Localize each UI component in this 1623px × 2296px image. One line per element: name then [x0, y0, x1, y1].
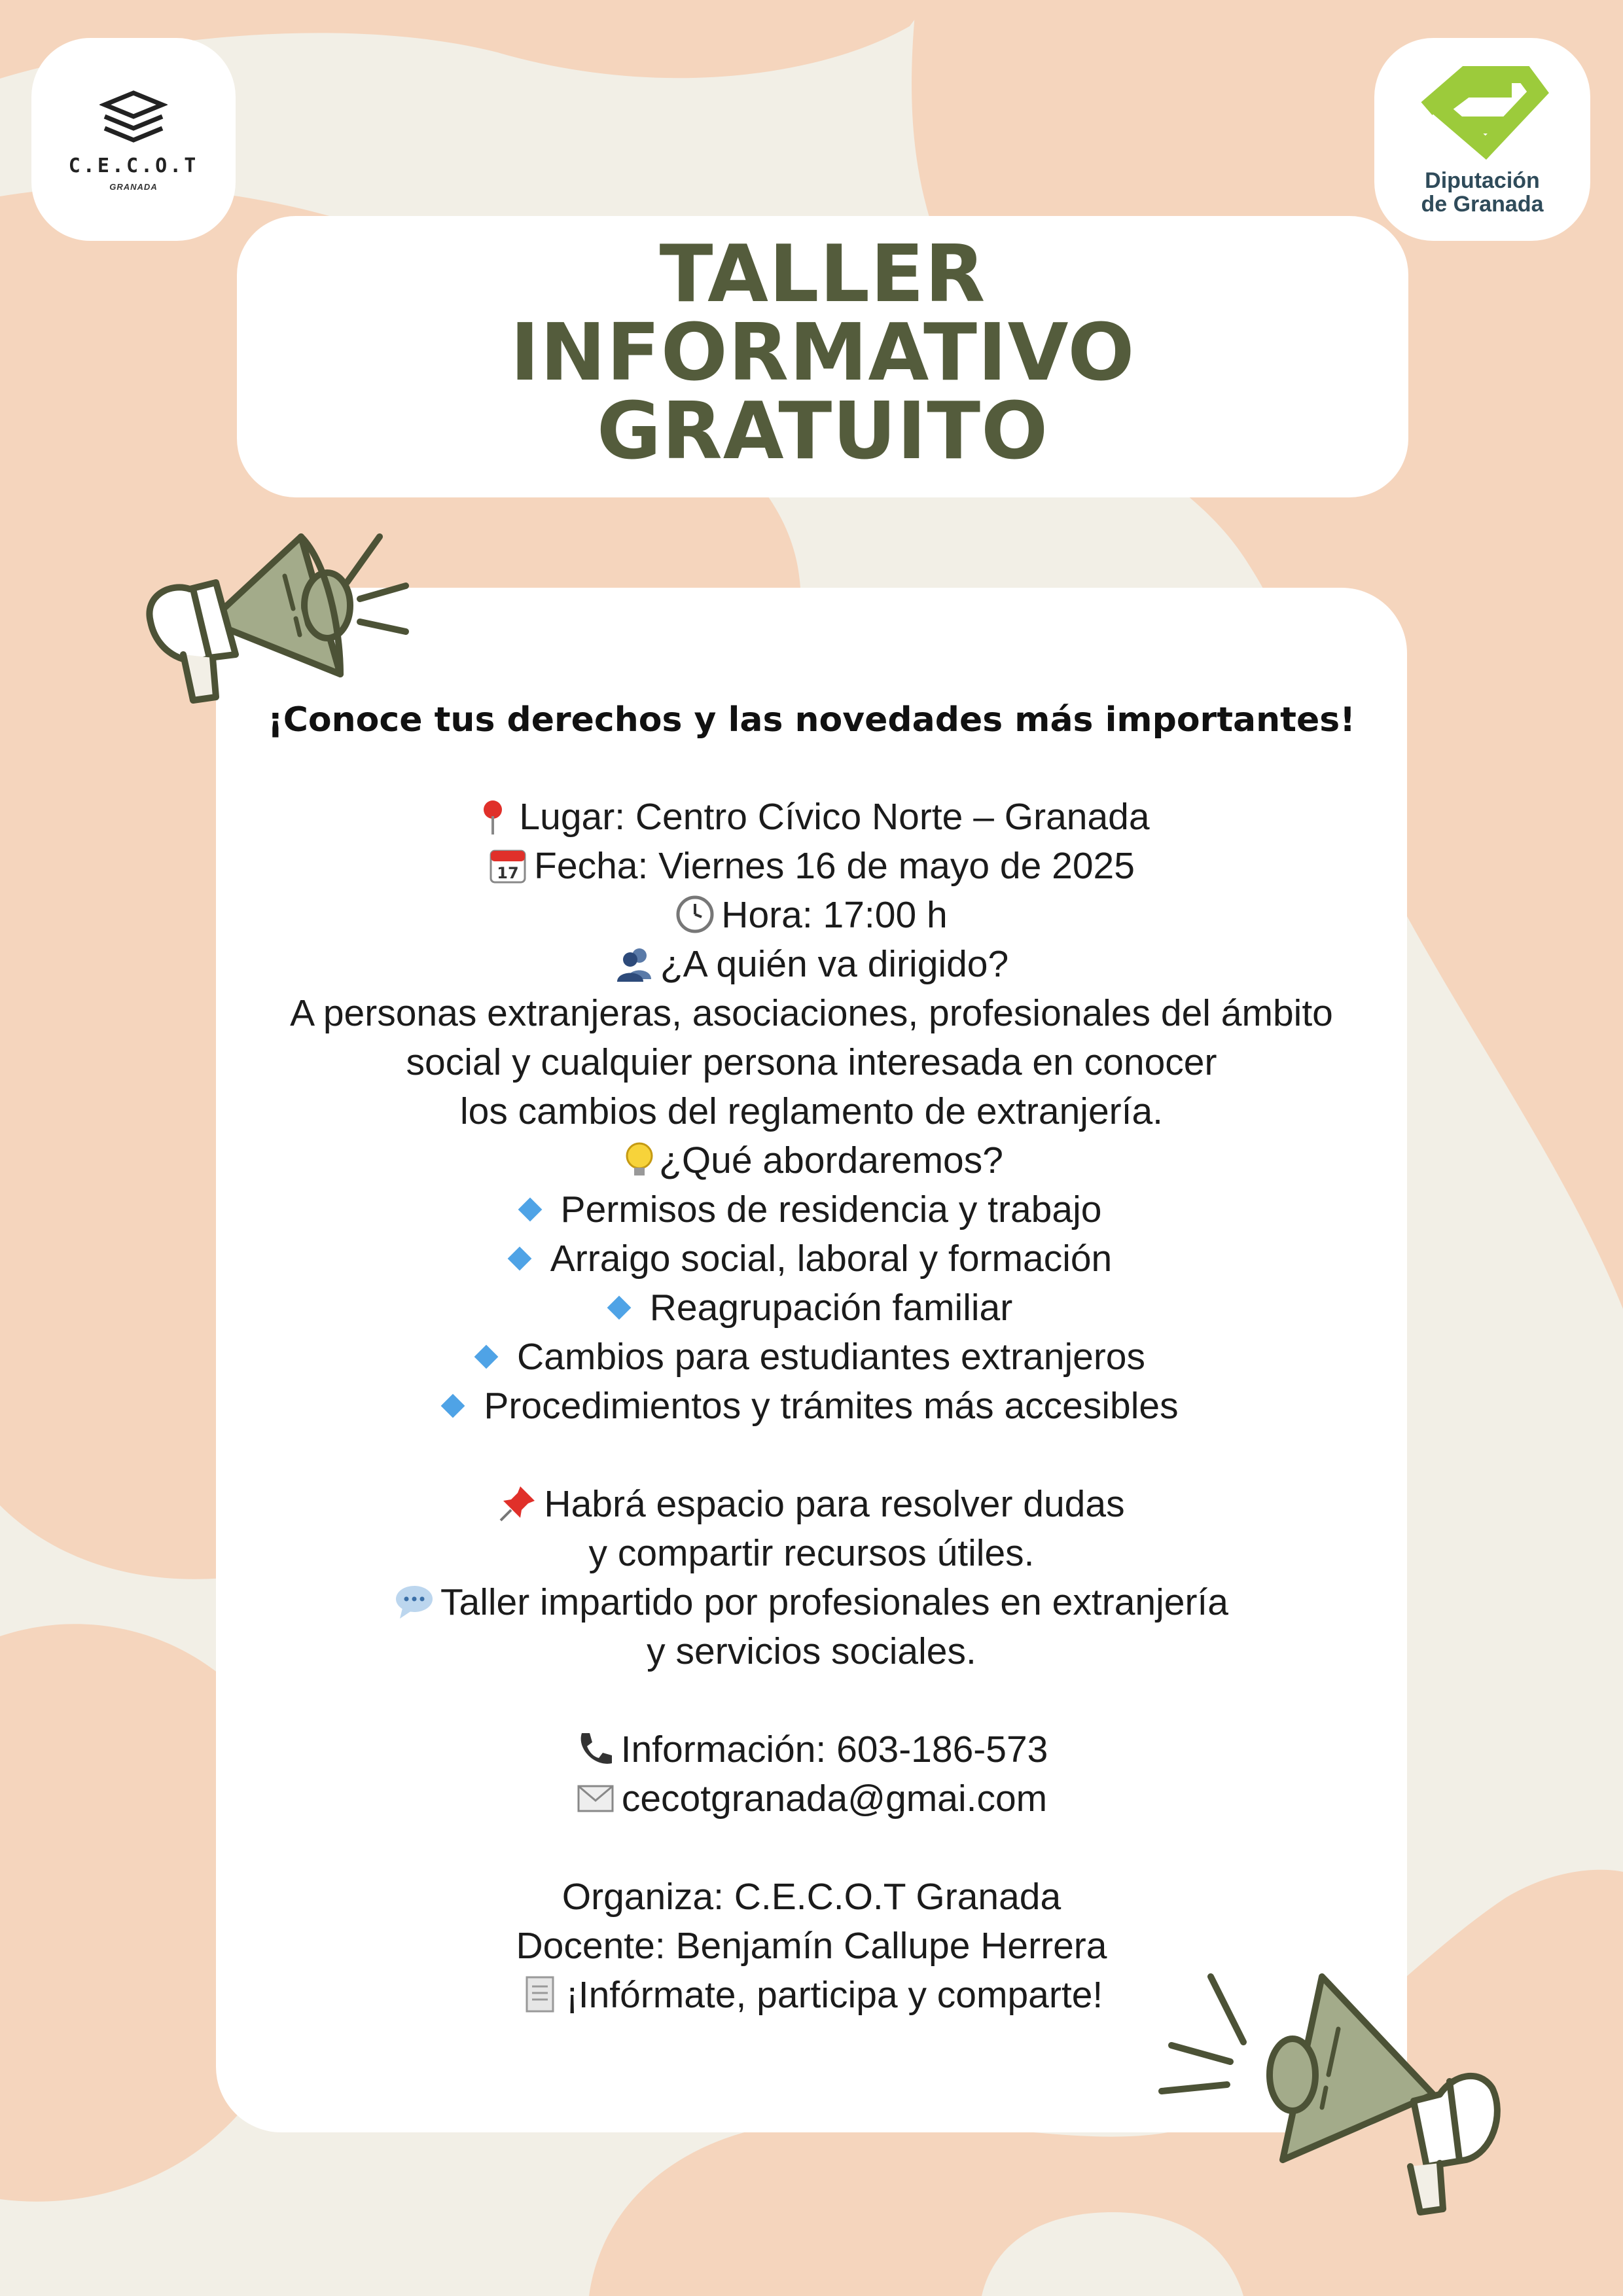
note-dudas-line-1: Habrá espacio para resolver dudas — [0, 1482, 1623, 1526]
detail-lugar: Lugar: Centro Cívico Norte – Granada — [0, 795, 1623, 838]
diputacion-logo-icon — [1414, 63, 1551, 168]
detail-dirigido-question: ¿A quién va dirigido? — [0, 942, 1623, 986]
list-item: Reagrupación familiar — [0, 1286, 1623, 1329]
footer-docente: Docente: Benjamín Callupe Herrera — [516, 1925, 1107, 1967]
pin-icon — [473, 797, 512, 836]
list-item: Permisos de residencia y trabajo — [0, 1188, 1623, 1231]
megaphone-icon — [131, 524, 419, 720]
list-item: Procedimientos y trámites más accesibles — [0, 1384, 1623, 1427]
title-line-2: INFORMATIVO — [510, 308, 1135, 399]
pushpin-icon — [498, 1484, 537, 1523]
title-line-1: TALLER — [659, 229, 986, 320]
detail-dirigido-line-3: los cambios del reglamento de extranjería. — [459, 1090, 1164, 1132]
contact-info: Información: 603-186-573 — [0, 1728, 1623, 1771]
cecot-logo — [31, 38, 236, 241]
calendar-icon — [488, 846, 527, 885]
note-dudas-line-2: y compartir recursos útiles. — [588, 1532, 1035, 1574]
diamond-bullet-icon — [607, 1296, 631, 1320]
footer-organiza: Organiza: C.E.C.O.T Granada — [562, 1876, 1061, 1918]
list-item: Arraigo social, laboral y formación — [0, 1237, 1623, 1280]
diamond-bullet-icon — [518, 1198, 542, 1222]
footer-cta: ¡Infórmate, participa y comparte! — [0, 1973, 1623, 2017]
clock-icon — [675, 895, 715, 934]
diamond-bullet-icon — [507, 1247, 531, 1271]
cecot-subtitle: GRANADA — [109, 182, 158, 192]
detail-abordaremos-question: ¿Qué abordaremos? — [0, 1139, 1623, 1182]
lightbulb-icon — [620, 1140, 659, 1179]
cecot-name: C.E.C.O.T — [68, 154, 199, 177]
contact-email: cecotgranada@gmai.com — [0, 1777, 1623, 1820]
document-icon — [520, 1975, 560, 2014]
detail-fecha: 17 Fecha: Viernes 16 de mayo de 2025 — [0, 844, 1623, 888]
diputacion-logo — [1374, 38, 1590, 241]
detail-dirigido-line-2: social y cualquier persona interesada en conocer — [406, 1041, 1217, 1083]
diputacion-name: Diputación de Granada — [1421, 168, 1544, 217]
note-taller-line-1: Taller impartido por profesionales en extranjería — [0, 1581, 1623, 1624]
svg-text:17: 17 — [497, 864, 519, 882]
cecot-logo-icon — [99, 90, 168, 145]
title-card — [237, 216, 1408, 497]
detail-dirigido-line-1: A personas extranjeras, asociaciones, profesionales del ámbito — [290, 992, 1333, 1034]
diamond-bullet-icon — [474, 1345, 499, 1369]
note-taller-line-2: y servicios sociales. — [647, 1630, 976, 1672]
phone-icon — [575, 1729, 615, 1768]
detail-hora: Hora: 17:00 h — [0, 893, 1623, 937]
speech-bubble-icon — [395, 1582, 434, 1621]
title-line-3: GRATUITO — [596, 386, 1049, 477]
diamond-bullet-icon — [441, 1394, 465, 1418]
people-icon — [615, 944, 654, 983]
headline: ¡Conoce tus derechos y las novedades más importantes! — [268, 700, 1355, 740]
envelope-icon — [576, 1778, 615, 1818]
list-item: Cambios para estudiantes extranjeros — [0, 1335, 1623, 1378]
